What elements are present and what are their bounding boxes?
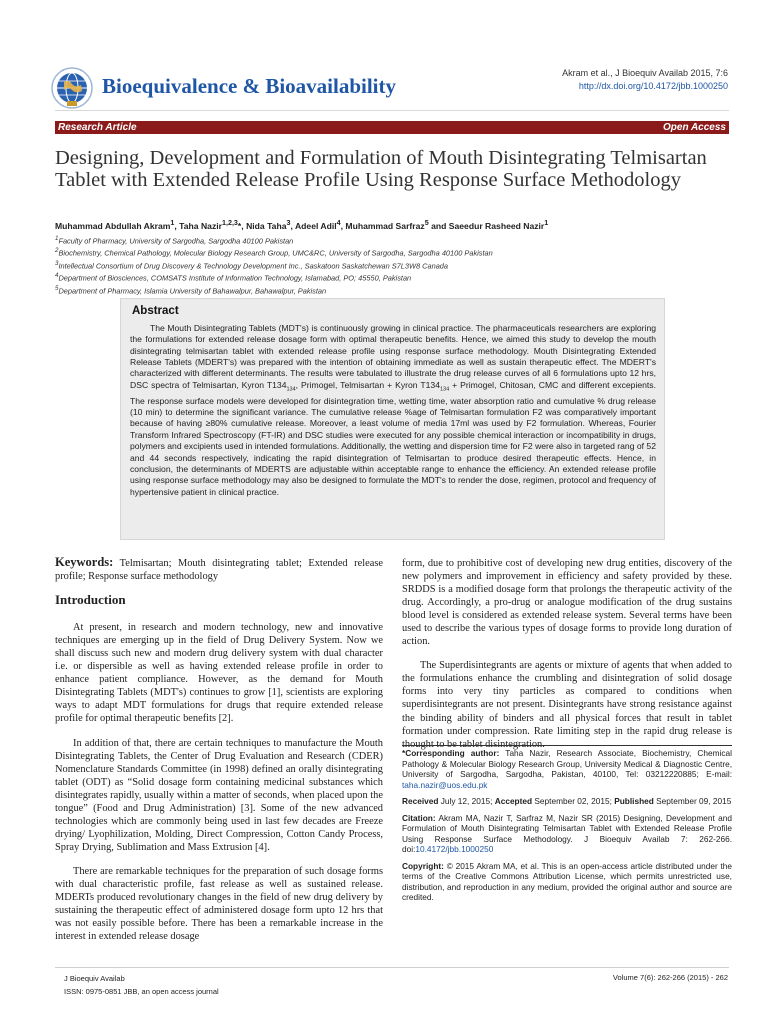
footer-divider	[55, 967, 729, 968]
introduction-heading: Introduction	[55, 592, 126, 608]
published-date: September 09, 2015	[653, 796, 732, 806]
author-sup: 4	[336, 219, 341, 227]
affiliation-sup: 3	[55, 259, 59, 267]
author-name: Nida Taha	[246, 220, 287, 231]
abstract-sub: 134	[439, 386, 450, 393]
keywords	[55, 556, 383, 583]
author-sep: ,	[174, 220, 180, 231]
received-label: Received	[402, 796, 439, 806]
dates	[402, 796, 732, 807]
article-type-bar	[55, 121, 729, 134]
keywords-label: Keywords:	[55, 555, 114, 569]
header-citation-text: Akram et al., J Bioequiv Availab 2015, 7:6	[562, 68, 728, 78]
affiliation-text: Department of Pharmacy, Islamia University of Bahawalpur, Bahawalpur, Pakistan	[58, 286, 327, 296]
author-sep: ,	[340, 220, 346, 231]
published-label: Published	[614, 796, 654, 806]
affiliation-sup: 1	[55, 235, 59, 242]
intro-paragraph-1: At present, in research and modern technology, new and innovative techniques are emerging up in the field of Drug Delivery System. Now we shall discuss such new and modern drug delivery system with dual character i.e. or dispersible as well as having extended release profile in order to enhance patient compliance. However, as the demand for Mouth Disintegrating Tablets (MDT's) continues to grow [1], scientists are exploring ways to adapt MDT formulations for drugs that require extended release profile for optimal therapeutic benefits [2].	[55, 622, 383, 725]
affiliation-item	[55, 246, 735, 258]
intro-paragraph-5: The Superdisintegrants are agents or mixture of agents that when added to the formulations enhance the crumbling and disintegration of solid dosage forms into very tiny particles as compared to conditions when superdisintegrants are not present. Disintegrants have strong resistance against the binding ability of binders and all physical forces that result in tablet formation under compression. Rate limiting step in the rapid drug release is thought to be tablet disintegration.	[402, 660, 732, 750]
intro-paragraph-3: There are remarkable techniques for the preparation of such dosage forms with dual characteristic profile, fast release as well as sustained release. MDERTs produced revolutionary changes in the field of new drug delivery by sustaining the therapeutic effect of administered dosage form upto 12 hrs that was not easily possible before. There has been a remarkable increase in the interest in extended release dosage	[55, 865, 383, 943]
article-info	[402, 745, 732, 909]
affiliation-sup: 4	[55, 272, 59, 280]
left-column	[55, 556, 383, 954]
footer-journal: J Bioequiv Availab	[64, 974, 125, 983]
accepted-label: Accepted	[494, 796, 533, 806]
author-sup: 3	[286, 219, 291, 227]
corresponding-text: Taha Nazir, Research Associate, Biochemistry, Chemical Pathology & Molecular Biology Research Group, University Medical & Diagnostic Centre, University of Sargodha, Sargodha, Pakistan, 40100, Tel: 03212220885; E-mail:	[402, 748, 732, 779]
author-name: Muhammad Abdullah Akram	[55, 220, 171, 231]
intro-paragraph-4: form, due to prohibitive cost of developing new drug entities, discovery of the new polymers and improvement in efficiency and safety provided by these. SRDDS is a modified dosage form that prolongs the therapeutic activity of the drug. Accordingly, a pro-drug or analogue modification of the drug sustains blood level is considered as extended release system. Several terms have been used to describe the various types of dosage forms to provide long duration of action.	[402, 558, 732, 648]
keywords-text: Telmisartan; Mouth disintegrating tablet; Extended release profile; Response surface methodology	[55, 558, 383, 583]
footer-journal-info	[64, 972, 219, 998]
author-name: Adeel Adil	[294, 220, 337, 231]
abstract-heading: Abstract	[132, 305, 179, 317]
copyright	[402, 861, 732, 903]
author-and: and	[428, 220, 449, 231]
affiliation-item	[55, 284, 735, 296]
author-sup: 1,2,3	[222, 219, 238, 227]
article-type-label: Research Article	[58, 122, 137, 133]
intro-paragraph-2: In addition of that, there are certain techniques to manufacture the Mouth Disintegrating Tablets, the Center of Drug Evaluation and Research (CDER) Nomenclature Standards Committee (in 1998) defined an orally disintegrating tablet (ODT) as “Solid dosage form containing medicinal substances which disintegrates rapidly, usually within a matter of seconds, when placed upon the tongue” (Food and Drug Administration) [3]. Some of the new advanced technologies which are commonly being used in last few decades are Freeze drying/ Lyophilization, Molding, Direct Compression, Cotton Candy Process, Spray Drying, Sublimation and Mass Extrusion [4].	[55, 737, 383, 853]
affiliation-item	[55, 234, 735, 246]
affiliation-text: Biochemistry, Chemical Pathology, Molecular Biology Research Group, UMC&RC, University of Sargodha, Sargodha 40100 Pakistan	[58, 248, 493, 258]
header-citation	[562, 67, 728, 93]
affiliation-item	[55, 259, 735, 271]
copyright-label: Copyright:	[402, 860, 444, 871]
author-name: Saeedur Rasheed Nazir	[448, 220, 545, 231]
journal-logo-icon	[50, 66, 94, 110]
journal-title: Bioequivalence & Bioavailability	[102, 74, 397, 98]
corresponding-label: *Corresponding author:	[402, 748, 500, 758]
abstract-part: + Primogel, Chitosan, CMC and different excepients. The response surface models were developed for disintegration time, wetting time, water absorption ratio and cumulative % drug release (10 min) to determine the significant variance. The cumulative release %age of Telmisartan formulation F2 was comparatively important because of having ≥80% cumulative release. Moreover, a least volume of media 17ml was used by F2 formulation. Whereas, Fourier Transform Infrared Spectroscopy (FT-IR) and DSC studies were executed for any possible chemical interaction or incompatibility in drugs, polymers and excipients used in intended formulations. Additionally, the wetting and dispersion time for F2 were also in targeted rang of 52 and 44 seconds respectively, indicating the rapid disintegration of Telmisartan to produce desired therapeutic effects. Hence, in conclusion, the determinants of MDERTS are adjustable within acceptable range to enhance the efficiency. An extended release profile using response surface methodology may also be designed to formulate the MDT's to render the dose, regimen, protocol and frequency of hypertensive patient in clinical practice.	[130, 379, 656, 497]
author-sup: 1	[170, 219, 175, 227]
email-link[interactable]: taha.nazir@uos.edu.pk	[402, 779, 488, 790]
corresponding-author	[402, 748, 732, 790]
author-sep: ,	[290, 220, 295, 231]
citation-text: Akram MA, Nazir T, Sarfraz M, Nazir SR (2015) Designing, Development and Formulation of Mouth Disintegrating Telmisartan Tablet with Extended Release Profile Using Response Surface Methodology. J Bioequiv Availab 7: 262-266. doi:	[402, 812, 732, 854]
affiliation-sup: 2	[55, 247, 59, 255]
corresponding-star: *	[237, 220, 242, 231]
abstract-part: The Mouth Disintegrating Tablets (MDT's) is continuously growing in clinical practice. The pharmaceuticals researchers are exploring the formulations for extended release dosage form with optimal therapeutic benefits. Hence, we aimed this study to develop the mouth disintegrating telmisartan tablet with extended release profile using response surface methodology. Mouth Disintegrating Extended Release Tablets (MDERT's) was prepared with the intention of obtaining immediate as well as sustain therapeutic effect. The MDERT's characterized with different determinants. The results were tabulated to illustrate the drug release curves of all 6 formulations upto 12 hrs, DSC spectra of Telmisartan, Kyron T134	[130, 323, 656, 390]
affiliation-item	[55, 271, 735, 283]
article-title: Designing, Development and Formulation of Mouth Disintegrating Telmisartan Tablet with Extended Release Profile Using Response Surface Methodology	[55, 147, 707, 191]
affiliation-text: Department of Biosciences, COMSATS Institute of Information Technology, Islamabad, PO; 45550, Pakistan	[58, 273, 412, 283]
affiliation-sup: 5	[55, 284, 59, 292]
received-date: July 12, 2015;	[438, 796, 495, 806]
author-name: Muhammad Sarfraz	[345, 220, 425, 231]
copyright-text: © 2015 Akram MA, et al. This is an open-access article distributed under the terms of the Creative Commons Attribution License, which permits unrestricted use, distribution, and reproduction in any medium, provided the original author and source are credited.	[402, 860, 732, 902]
footer-volume: Volume 7(6): 262-266 (2015) - 262	[612, 973, 728, 982]
accepted-date: September 02, 2015;	[532, 796, 615, 806]
abstract-sub: 134	[286, 386, 296, 393]
affiliation-list	[55, 234, 735, 296]
author-sup: 5	[424, 219, 429, 227]
right-column	[402, 557, 732, 762]
author-list	[55, 219, 735, 231]
author-name: Taha Nazir	[179, 220, 222, 231]
citation-doi-link[interactable]: 10.4172/jbb.1000250	[415, 844, 494, 854]
affiliation-text: Faculty of Pharmacy, University of Sargodha, Sargodha 40100 Pakistan	[58, 236, 294, 246]
citation-label: Citation:	[402, 812, 436, 823]
author-sep: ,	[241, 220, 247, 231]
abstract-part: , Primogel, Telmisartan + Kyron T134	[295, 379, 440, 390]
header-divider	[55, 110, 729, 111]
affiliation-text: Intellectual Consortium of Drug Discovery & Technology Development Inc., Saskatoon Saskatchewan S7L3W8 Canada	[58, 261, 449, 271]
header-doi-link[interactable]: http://dx.doi.org/10.4172/jbb.1000250	[578, 81, 728, 91]
open-access-label: Open Access	[663, 122, 726, 133]
abstract-text	[130, 323, 656, 498]
citation	[402, 813, 732, 855]
footer-issn: ISSN: 0975-0851 JBB, an open access journal	[64, 987, 219, 996]
author-sup: 1	[544, 219, 549, 227]
